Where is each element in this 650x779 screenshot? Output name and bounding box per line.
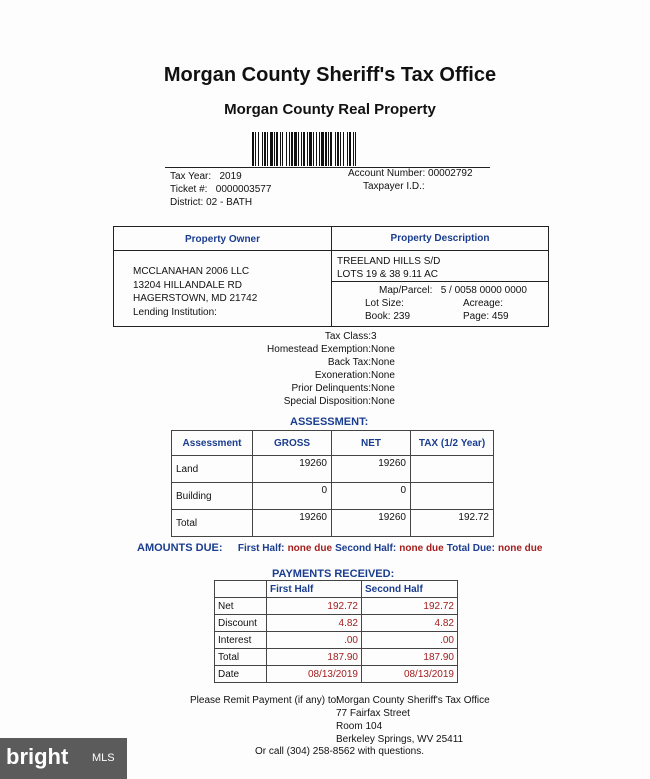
assessment-col-header: TAX (1/2 Year)	[411, 431, 494, 456]
assessment-row	[172, 456, 494, 483]
first-half-label: First Half:	[237, 543, 285, 554]
map-parcel-value: 5 / 0058 0000 0000	[440, 285, 527, 296]
payments-second-half: .00	[362, 632, 458, 649]
payments-second-half: 4.82	[362, 615, 458, 632]
owner-address-2: HAGERSTOWN, MD 21742	[133, 293, 258, 304]
taxpayer-id-label: Taxpayer I.D.:	[363, 181, 425, 192]
owner-heading: Property Owner	[184, 234, 261, 245]
assessment-col-header: Assessment	[172, 431, 253, 456]
assessment-row-label: Land	[172, 456, 253, 483]
tax-detail-row	[200, 382, 500, 395]
tax-detail-row	[200, 356, 500, 369]
total-due-label: Total Due:	[446, 543, 495, 554]
assessment-net: 0	[332, 483, 411, 510]
barcode-graphic	[252, 132, 486, 166]
second-half-value: none due	[399, 543, 444, 554]
assessment-gross: 19260	[253, 510, 332, 537]
tax-detail-label: Special Disposition:	[283, 396, 371, 407]
first-half-value: none due	[287, 543, 333, 554]
description-line-2: LOTS 19 & 38 9.11 AC	[337, 269, 438, 280]
payments-row	[215, 632, 458, 649]
assessment-table	[171, 430, 494, 537]
page-number: Page: 459	[463, 311, 509, 322]
payments-row-label: Discount	[215, 615, 267, 632]
property-info-box	[113, 226, 549, 327]
tax-detail-value: 3	[371, 331, 377, 342]
tax-detail-row	[200, 343, 500, 356]
lot-size-label: Lot Size:	[365, 298, 404, 309]
assessment-row	[172, 510, 494, 537]
tax-detail-value: None	[371, 357, 395, 368]
payments-col-header: First Half	[267, 581, 362, 598]
description-divider	[332, 281, 548, 282]
tax-detail-value: None	[371, 344, 395, 355]
assessment-tax: 192.72	[411, 510, 494, 537]
ticket-label: Ticket #:	[170, 184, 208, 195]
tax-detail-label: Tax Class:	[324, 331, 371, 342]
payments-second-half: 08/13/2019	[362, 666, 458, 683]
map-parcel	[379, 284, 527, 297]
tax-detail-label: Back Tax:	[327, 357, 371, 368]
payments-row	[215, 598, 458, 615]
owner-name: MCCLANAHAN 2006 LLC	[133, 266, 250, 277]
total-due-value: none due	[498, 543, 543, 554]
payments-header-row	[215, 581, 458, 598]
assessment-tax	[411, 483, 494, 510]
remit-line: Room 104	[336, 721, 383, 732]
district: District: 02 - BATH	[170, 197, 253, 208]
payments-row	[215, 666, 458, 683]
payments-col-header: Second Half	[362, 581, 458, 598]
ticket-value: 0000003577	[215, 184, 272, 195]
box-header-line	[114, 250, 548, 251]
owner-address-1: 13204 HILLANDALE RD	[133, 280, 242, 291]
bill-info-left	[170, 170, 271, 209]
brand-suffix: MLS	[92, 752, 115, 764]
amounts-due-title: AMOUNTS DUE:	[137, 542, 223, 554]
brand-name: bright	[6, 744, 69, 769]
book-number: Book: 239	[365, 311, 411, 322]
remit-line: Berkeley Springs, WV 25411	[336, 734, 464, 745]
payments-table	[214, 580, 458, 683]
tax-detail-label: Homestead Exemption:	[267, 344, 371, 355]
tax-detail-row	[200, 395, 500, 408]
payments-row-label: Date	[215, 666, 267, 683]
payments-row	[215, 649, 458, 666]
remit-label: Please Remit Payment (if any) to:	[190, 695, 339, 706]
remit-line: Morgan County Sheriff's Tax Office	[336, 695, 490, 706]
assessment-header-row	[172, 431, 494, 456]
second-half-label: Second Half:	[335, 543, 397, 554]
bill-info-right	[348, 167, 473, 193]
tax-detail-value: None	[371, 383, 395, 394]
assessment-row	[172, 483, 494, 510]
tax-detail-row	[200, 330, 500, 343]
assessment-col-header: NET	[332, 431, 411, 456]
payments-first-half: 187.90	[267, 649, 362, 666]
amounts-due	[137, 542, 542, 554]
remit-address	[336, 694, 490, 746]
payments-row-label: Interest	[215, 632, 267, 649]
remit-line: 77 Fairfax Street	[336, 708, 410, 719]
payments-col-header	[215, 581, 267, 598]
tax-detail-row	[200, 369, 500, 382]
acreage-label: Acreage:	[463, 298, 504, 309]
payments-row-label: Total	[215, 649, 267, 666]
payments-first-half: .00	[267, 632, 362, 649]
document-subtitle: Morgan County Real Property	[224, 101, 436, 118]
payments-first-half: 08/13/2019	[267, 666, 362, 683]
tax-details	[200, 330, 500, 408]
payments-row	[215, 615, 458, 632]
assessment-col-header: GROSS	[253, 431, 332, 456]
payments-first-half: 192.72	[267, 598, 362, 615]
payments-row-label: Net	[215, 598, 267, 615]
tax-year-label: Tax Year:	[170, 171, 212, 182]
barcode-bar	[356, 132, 358, 166]
account-value: 00002792	[428, 168, 473, 179]
payments-second-half: 192.72	[362, 598, 458, 615]
assessment-title: ASSESSMENT:	[290, 416, 369, 428]
assessment-net: 19260	[332, 510, 411, 537]
lending-institution: Lending Institution:	[133, 307, 217, 318]
payments-title: PAYMENTS RECEIVED:	[272, 568, 395, 580]
payments-first-half: 4.82	[267, 615, 362, 632]
map-parcel-label: Map/Parcel:	[379, 285, 433, 296]
tax-detail-value: None	[371, 370, 395, 381]
tax-year-value: 2019	[219, 171, 242, 182]
tax-detail-value: None	[371, 396, 395, 407]
assessment-gross: 0	[253, 483, 332, 510]
description-line-1: TREELAND HILLS S/D	[337, 256, 441, 267]
tax-detail-label: Prior Delinquents:	[291, 383, 371, 394]
assessment-row-label: Building	[172, 483, 253, 510]
account-label: Account Number:	[348, 168, 426, 179]
tax-detail-label: Exoneration:	[314, 370, 371, 381]
description-heading: Property Description	[390, 233, 490, 244]
assessment-row-label: Total	[172, 510, 253, 537]
assessment-tax	[411, 456, 494, 483]
assessment-net: 19260	[332, 456, 411, 483]
assessment-gross: 19260	[253, 456, 332, 483]
brightmls-watermark	[0, 738, 127, 779]
document-title: Morgan County Sheriff's Tax Office	[163, 64, 497, 86]
questions-line: Or call (304) 258-8562 with questions.	[255, 746, 424, 757]
payments-second-half: 187.90	[362, 649, 458, 666]
